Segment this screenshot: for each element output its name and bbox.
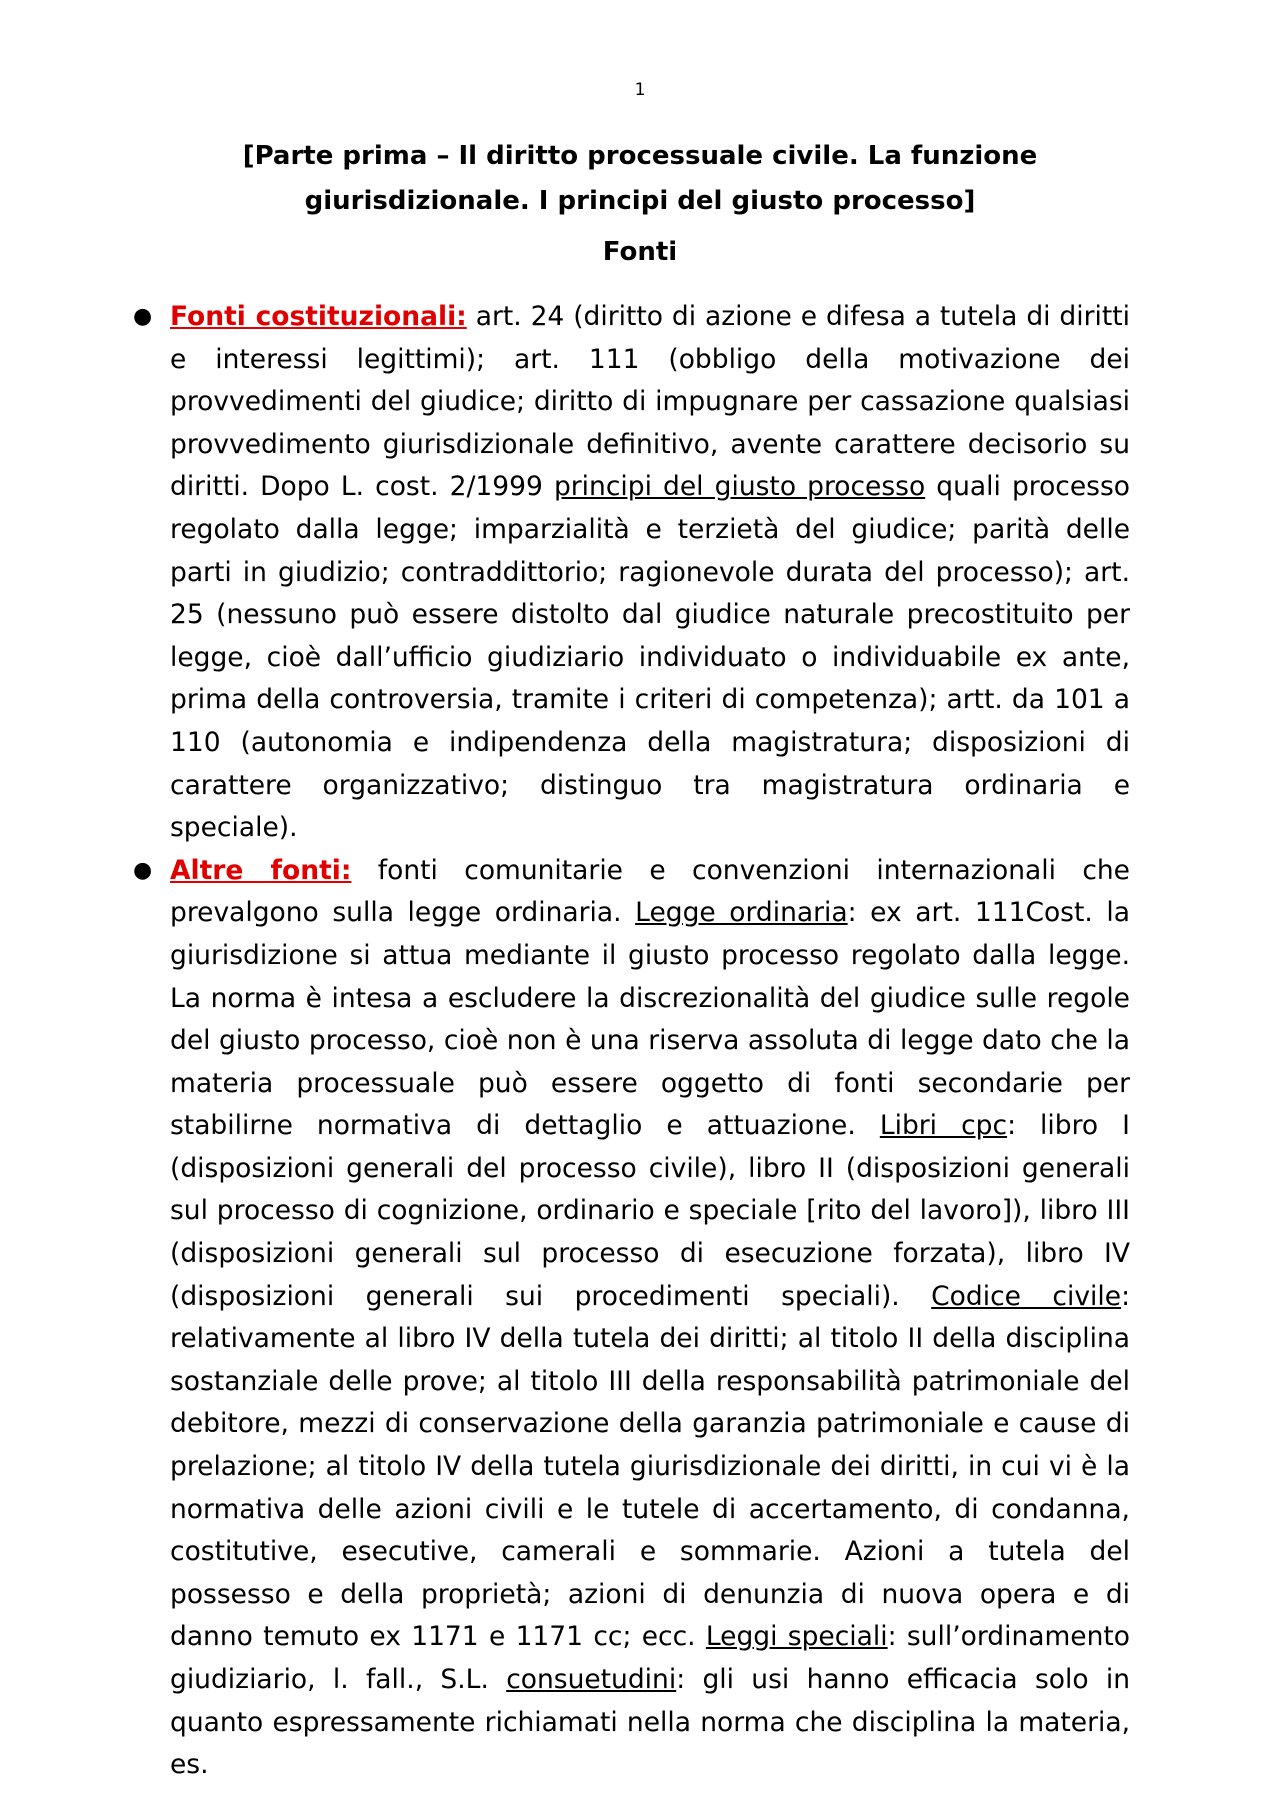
- underlined-term: Libri cpc: [879, 1110, 1008, 1142]
- section-heading: Fonti: [602, 237, 678, 267]
- bullet-label: Fonti costituzionali:: [170, 301, 467, 332]
- bullet-text: : sull’ordinamento giudiziario, l. fall., S.L.: [170, 1621, 1130, 1695]
- bullet-item-fonti-costituzionali: [133, 296, 1131, 850]
- bullet-text: : ex art. 111Cost. la giurisdizione si attua mediante il giusto processo regolato dalla legge. La norma è intesa a escludere la discrezionalità del giudice sulle regole del giusto processo, cioè non è una riserva assoluta di legge dato che la materia processuale può essere oggetto di fonti secondarie per stabilirne normativa di dettaglio e attuazione.: [170, 897, 1130, 1142]
- bullet-text: : relativamente al libro IV della tutela dei diritti; al titolo II della disciplina sostanziale delle prove; al titolo III della responsabilità patrimoniale del debitore, mezzi di conservazione della garanzia patrimoniale e cause di prelazione; al titolo IV della tutela giurisdizionale dei diritti, in cui vi è la normativa delle azioni civili e le tutele di accertamento, di condanna, costitutive, esecutive, camerali e sommarie. Azioni a tutela del possesso e della proprietà; azioni di denunzia di nuova opera e di danno temuto ex 1171 e 1171 cc; ecc.: [170, 1280, 1130, 1653]
- underlined-term: Codice civile: [931, 1280, 1122, 1312]
- bullet-list: [133, 296, 1131, 1787]
- underlined-term: consuetudini: [506, 1664, 677, 1695]
- bullet-text: fonti comunitarie e convenzioni internazionali che prevalgono sulla legge ordinaria.: [170, 854, 1130, 929]
- bullet-text: : gli usi hanno efficacia solo in quanto espressamente richiamati nella norma che disciplina la materia, es.: [170, 1664, 1131, 1781]
- page-number: 1: [634, 80, 646, 100]
- underlined-term: principi del giusto processo: [553, 471, 926, 503]
- bullet-text: art. 24 (diritto di azione e difesa a tutela di diritti e interessi legittimi); art. 111 (obbligo della motivazione dei provvedimenti del giudice; diritto di impugnare per cassazione qualsiasi provvedimento giurisdizionale definitivo, avente carattere decisorio su diritti. Dopo L. cost. 2/1999: [170, 301, 1131, 503]
- document-title: [Parte prima – Il diritto processuale civile. La funzione giurisdizionale. I principi del giusto processo]: [242, 141, 1038, 216]
- underlined-term: Legge ordinaria: [635, 897, 848, 929]
- bullet-icon: ●: [133, 304, 153, 329]
- bullet-item-altre-fonti: [133, 850, 1131, 1787]
- underlined-term: Leggi speciali: [705, 1621, 888, 1653]
- bullet-label: Altre fonti:: [170, 854, 352, 886]
- bullet-text: quali processo regolato dalla legge; imparzialità e terzietà del giudice; parità delle parti in giudizio; contraddittorio; ragionevole durata del processo); art. 25 (nessuno può essere distolto dal giudice naturale precostituito per legge, cioè dall’ufficio giudiziario individuato o individuabile ex ante, prima della controversia, tramite i criteri di competenza); artt. da 101 a 110 (autonomia e indipendenza della magistratura; disposizioni di carattere organizzativo; distinguo tra magistratura ordinaria e speciale).: [170, 471, 1130, 844]
- bullet-icon: ●: [133, 857, 153, 883]
- bullet-text: : libro I (disposizioni generali del processo civile), libro II (disposizioni generali sul processo di cognizione, ordinario e speciale [rito del lavoro]), libro III (disposizioni generali sul processo di esecuzione forzata), libro IV (disposizioni generali sui procedimenti speciali).: [170, 1110, 1130, 1312]
